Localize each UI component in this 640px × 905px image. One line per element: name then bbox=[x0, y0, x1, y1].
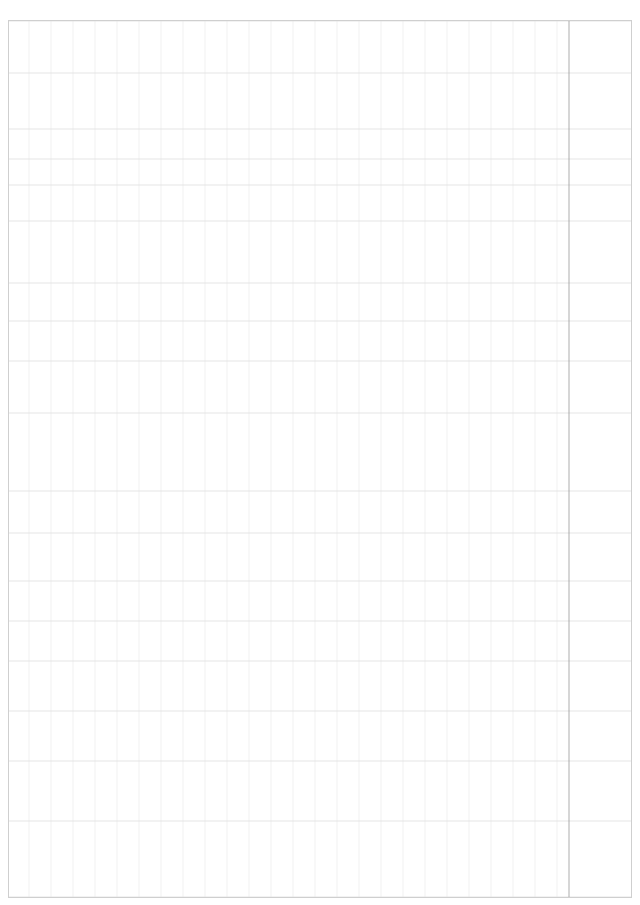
table-grid bbox=[9, 21, 631, 897]
rotated-table-sheet bbox=[8, 20, 632, 898]
